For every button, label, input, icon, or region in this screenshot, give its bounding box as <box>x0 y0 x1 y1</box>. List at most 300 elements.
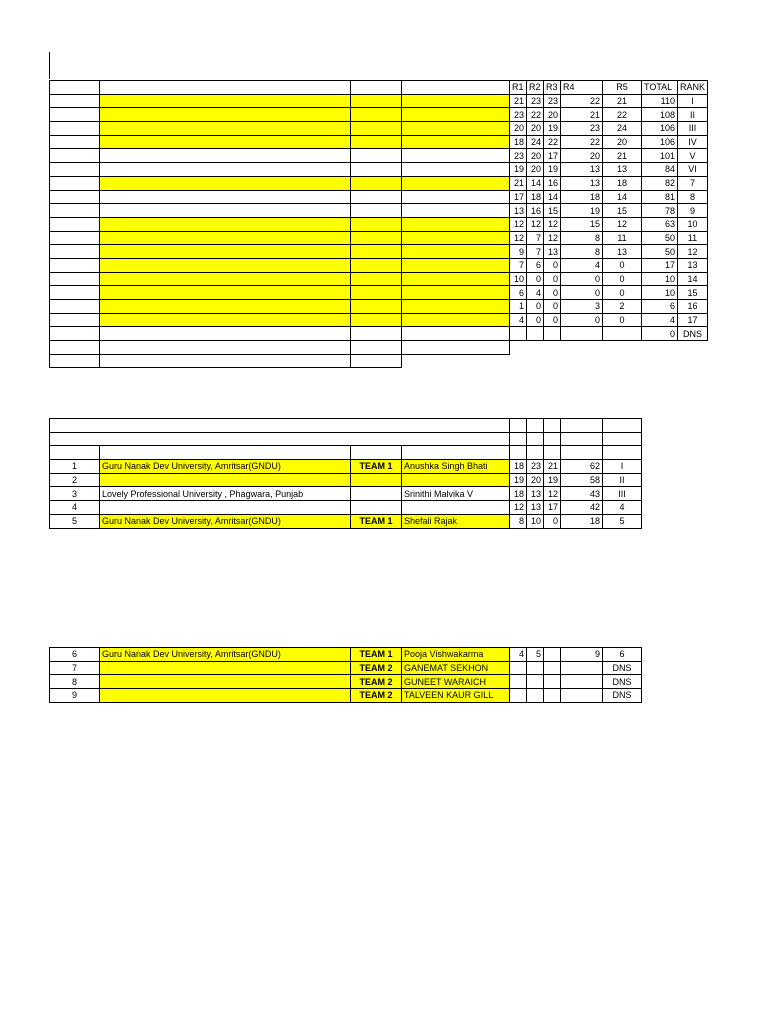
university-cell <box>100 245 351 259</box>
r1-score: 7 <box>510 258 527 272</box>
team-cell <box>351 204 402 218</box>
table-row <box>50 501 642 515</box>
university-cell <box>100 258 351 272</box>
university-cell <box>100 300 351 314</box>
r3-score: 0 <box>544 313 561 327</box>
r1-score: 12 <box>510 231 527 245</box>
r5-score: 0 <box>603 272 642 286</box>
university-cell <box>100 122 351 136</box>
results-table-other <box>49 647 642 703</box>
serial-number: 1 <box>50 460 100 474</box>
cell <box>100 354 351 368</box>
university-cell: Guru Nanak Dev University, Amritsar(GNDU) <box>100 648 351 662</box>
total-score: 81 <box>642 190 678 204</box>
university-cell <box>100 176 351 190</box>
r4-score: 20 <box>561 149 603 163</box>
table-row <box>50 163 708 177</box>
cell <box>510 432 527 446</box>
r2-score: 10 <box>527 514 544 528</box>
r3-score <box>544 689 561 703</box>
r1-score: 4 <box>510 648 527 662</box>
rank: DNS <box>603 661 642 675</box>
r5-score: 2 <box>603 300 642 314</box>
participant-cell <box>402 217 510 231</box>
table-row <box>50 648 642 662</box>
r1-score: 19 <box>510 163 527 177</box>
total-score: 101 <box>642 149 678 163</box>
participant-cell <box>402 190 510 204</box>
serial-number: 8 <box>50 675 100 689</box>
r4-score: 8 <box>561 231 603 245</box>
r3-score: 0 <box>544 514 561 528</box>
table-row <box>50 313 708 327</box>
r4-score: 18 <box>561 190 603 204</box>
team-cell: TEAM 2 <box>351 689 402 703</box>
r2-score: 20 <box>527 149 544 163</box>
cell <box>100 81 351 95</box>
header-r5: R5 <box>603 81 642 95</box>
r2-score: 13 <box>527 487 544 501</box>
university-cell <box>100 135 351 149</box>
cell <box>50 258 100 272</box>
table-row <box>50 149 708 163</box>
r3-score <box>544 327 561 341</box>
serial-number: 3 <box>50 487 100 501</box>
participant-cell <box>402 245 510 259</box>
total-score: 10 <box>642 286 678 300</box>
university-cell: Guru Nanak Dev University, Amritsar(GNDU) <box>100 460 351 474</box>
r1-score: 18 <box>510 487 527 501</box>
participant-cell <box>402 272 510 286</box>
cell <box>561 446 603 460</box>
total-score: 106 <box>642 122 678 136</box>
total-score: 10 <box>642 272 678 286</box>
participant-cell: Shefali Rajak <box>402 514 510 528</box>
r5-score: 21 <box>603 94 642 108</box>
r4-score: 21 <box>561 108 603 122</box>
table-row <box>50 675 642 689</box>
cell <box>50 419 510 433</box>
total-score: 58 <box>561 473 603 487</box>
r1-score: 6 <box>510 286 527 300</box>
table-row <box>50 122 708 136</box>
r5-score: 15 <box>603 204 642 218</box>
team-cell <box>351 286 402 300</box>
rank: I <box>603 460 642 474</box>
r1-score: 21 <box>510 94 527 108</box>
rank: II <box>603 473 642 487</box>
r2-score: 12 <box>527 217 544 231</box>
cell <box>50 122 100 136</box>
empty-row <box>50 419 642 433</box>
r1-score: 17 <box>510 190 527 204</box>
r5-score: 12 <box>603 217 642 231</box>
rank: 7 <box>678 176 708 190</box>
table-row <box>50 327 708 341</box>
r1-score: 10 <box>510 272 527 286</box>
table-row <box>50 689 642 703</box>
r1-score <box>510 689 527 703</box>
empty-row <box>50 446 642 460</box>
total-score: 6 <box>642 300 678 314</box>
participant-cell <box>402 163 510 177</box>
rank: 17 <box>678 313 708 327</box>
r1-score: 23 <box>510 149 527 163</box>
rank: 14 <box>678 272 708 286</box>
university-cell <box>100 501 351 515</box>
r1-score: 1 <box>510 300 527 314</box>
rank: 10 <box>678 217 708 231</box>
team-cell <box>351 135 402 149</box>
header-row <box>50 81 708 95</box>
participant-cell <box>402 473 510 487</box>
team-cell <box>351 231 402 245</box>
table-row <box>50 286 708 300</box>
r5-score: 11 <box>603 231 642 245</box>
rank: IV <box>678 135 708 149</box>
r2-score <box>527 327 544 341</box>
rank: DNS <box>603 675 642 689</box>
participant-cell <box>402 149 510 163</box>
r5-score: 0 <box>603 313 642 327</box>
participant-cell <box>402 501 510 515</box>
rank: 9 <box>678 204 708 218</box>
r4-score: 4 <box>561 258 603 272</box>
cell <box>50 204 100 218</box>
r2-score <box>527 689 544 703</box>
university-cell <box>100 286 351 300</box>
cell <box>527 446 544 460</box>
r3-score <box>544 661 561 675</box>
university-cell <box>100 94 351 108</box>
university-cell <box>100 272 351 286</box>
rank: 13 <box>678 258 708 272</box>
table-row <box>50 272 708 286</box>
serial-number: 2 <box>50 473 100 487</box>
r1-score: 4 <box>510 313 527 327</box>
participant-cell <box>402 122 510 136</box>
r5-score: 18 <box>603 176 642 190</box>
table-row <box>50 94 708 108</box>
r2-score: 24 <box>527 135 544 149</box>
total-score <box>561 689 603 703</box>
results-table-body <box>50 460 642 528</box>
university-cell: Lovely Professional University , Phagwara, Punjab <box>100 487 351 501</box>
cell <box>510 419 527 433</box>
cell <box>510 446 527 460</box>
cell <box>527 432 544 446</box>
team-cell <box>351 313 402 327</box>
team-cell <box>351 108 402 122</box>
university-cell <box>100 108 351 122</box>
results-table-body <box>50 648 642 703</box>
team-cell <box>351 258 402 272</box>
university-cell <box>100 689 351 703</box>
cell <box>544 432 561 446</box>
r1-score <box>510 327 527 341</box>
cell <box>50 272 100 286</box>
r3-score: 14 <box>544 190 561 204</box>
r5-score: 22 <box>603 108 642 122</box>
table-row <box>50 231 708 245</box>
r4-score: 15 <box>561 217 603 231</box>
r3-score: 22 <box>544 135 561 149</box>
cell <box>603 432 642 446</box>
total-score: 43 <box>561 487 603 501</box>
r1-score: 18 <box>510 135 527 149</box>
cell <box>50 149 100 163</box>
university-cell <box>100 231 351 245</box>
total-score: 4 <box>642 313 678 327</box>
r5-score: 24 <box>603 122 642 136</box>
participant-cell <box>402 327 510 341</box>
table-row <box>50 204 708 218</box>
r2-score: 0 <box>527 272 544 286</box>
participant-cell <box>402 176 510 190</box>
cell <box>402 341 510 355</box>
r3-score: 15 <box>544 204 561 218</box>
team-cell <box>351 122 402 136</box>
r2-score <box>527 661 544 675</box>
university-cell: Guru Nanak Dev University, Amritsar(GNDU) <box>100 514 351 528</box>
participant-cell <box>402 258 510 272</box>
total-score: 42 <box>561 501 603 515</box>
cell <box>100 341 351 355</box>
r5-score: 21 <box>603 149 642 163</box>
table-row <box>50 176 708 190</box>
r3-score: 19 <box>544 473 561 487</box>
serial-number: 6 <box>50 648 100 662</box>
rank: 15 <box>678 286 708 300</box>
r2-score: 20 <box>527 473 544 487</box>
university-cell <box>100 217 351 231</box>
table-row <box>50 661 642 675</box>
team-cell <box>351 217 402 231</box>
empty-row <box>50 341 708 355</box>
team-cell: TEAM 1 <box>351 460 402 474</box>
rank: I <box>678 94 708 108</box>
r3-score: 0 <box>544 300 561 314</box>
r5-score: 14 <box>603 190 642 204</box>
r4-score: 0 <box>561 272 603 286</box>
cell <box>100 446 351 460</box>
r1-score: 12 <box>510 501 527 515</box>
total-score: 78 <box>642 204 678 218</box>
r5-score: 0 <box>603 286 642 300</box>
university-cell <box>100 473 351 487</box>
r4-score: 8 <box>561 245 603 259</box>
table-row <box>50 245 708 259</box>
cell <box>50 245 100 259</box>
r1-score: 18 <box>510 460 527 474</box>
participant-cell <box>402 135 510 149</box>
r3-score: 21 <box>544 460 561 474</box>
results-table-body <box>50 94 708 340</box>
total-score: 110 <box>642 94 678 108</box>
r4-score: 22 <box>561 94 603 108</box>
r3-score: 23 <box>544 94 561 108</box>
participant-cell: TALVEEN KAUR GILL <box>402 689 510 703</box>
r3-score: 13 <box>544 245 561 259</box>
team-cell <box>351 176 402 190</box>
total-score: 50 <box>642 245 678 259</box>
column-border-line <box>49 52 50 79</box>
cell <box>50 135 100 149</box>
r4-score <box>561 327 603 341</box>
header-r3: R3 <box>544 81 561 95</box>
cell <box>50 313 100 327</box>
cell <box>50 176 100 190</box>
cell <box>50 81 100 95</box>
r3-score <box>544 675 561 689</box>
empty-row <box>50 354 708 368</box>
rank: 16 <box>678 300 708 314</box>
team-cell <box>351 501 402 515</box>
table-row <box>50 460 642 474</box>
cell <box>527 419 544 433</box>
r2-score: 5 <box>527 648 544 662</box>
header-r2: R2 <box>527 81 544 95</box>
r3-score: 17 <box>544 501 561 515</box>
r2-score: 22 <box>527 108 544 122</box>
r2-score: 0 <box>527 313 544 327</box>
team-cell: TEAM 1 <box>351 648 402 662</box>
team-cell: TEAM 1 <box>351 514 402 528</box>
r2-score: 16 <box>527 204 544 218</box>
cell <box>561 419 603 433</box>
university-cell <box>100 675 351 689</box>
r4-score: 0 <box>561 313 603 327</box>
r1-score: 9 <box>510 245 527 259</box>
participant-cell: Srinithi Malvika V <box>402 487 510 501</box>
r1-score: 8 <box>510 514 527 528</box>
r2-score <box>527 675 544 689</box>
r3-score: 12 <box>544 487 561 501</box>
rank: V <box>678 149 708 163</box>
r4-score: 3 <box>561 300 603 314</box>
total-score: 50 <box>642 231 678 245</box>
rank: 12 <box>678 245 708 259</box>
participant-cell <box>402 94 510 108</box>
participant-cell: Anushka Singh Bhati <box>402 460 510 474</box>
r1-score <box>510 661 527 675</box>
team-cell <box>351 487 402 501</box>
total-score: 9 <box>561 648 603 662</box>
team-cell <box>351 149 402 163</box>
rank: 11 <box>678 231 708 245</box>
cell <box>50 300 100 314</box>
total-score: 18 <box>561 514 603 528</box>
total-score: 84 <box>642 163 678 177</box>
cell <box>50 341 100 355</box>
rank: 8 <box>678 190 708 204</box>
rank: DNS <box>603 689 642 703</box>
cell <box>50 163 100 177</box>
participant-cell <box>402 286 510 300</box>
r3-score: 19 <box>544 163 561 177</box>
cell <box>603 446 642 460</box>
r3-score: 17 <box>544 149 561 163</box>
rank: III <box>603 487 642 501</box>
team-cell <box>351 272 402 286</box>
rank: III <box>678 122 708 136</box>
total-score: 0 <box>642 327 678 341</box>
serial-number: 7 <box>50 661 100 675</box>
participant-cell: GUNEET WARAICH <box>402 675 510 689</box>
empty-row <box>50 432 642 446</box>
r3-score: 12 <box>544 217 561 231</box>
participant-cell: Pooja Vishwakarma <box>402 648 510 662</box>
r5-score <box>603 327 642 341</box>
serial-number: 4 <box>50 501 100 515</box>
total-score <box>561 675 603 689</box>
r3-score: 19 <box>544 122 561 136</box>
r3-score: 12 <box>544 231 561 245</box>
team-cell <box>351 190 402 204</box>
r2-score: 0 <box>527 300 544 314</box>
r4-score: 19 <box>561 204 603 218</box>
cell <box>50 432 510 446</box>
r1-score <box>510 675 527 689</box>
r1-score: 23 <box>510 108 527 122</box>
r2-score: 20 <box>527 122 544 136</box>
r5-score: 13 <box>603 245 642 259</box>
participant-cell <box>402 231 510 245</box>
r2-score: 23 <box>527 94 544 108</box>
cell <box>50 327 100 341</box>
university-cell <box>100 661 351 675</box>
table-row <box>50 108 708 122</box>
total-score: 106 <box>642 135 678 149</box>
cell <box>50 108 100 122</box>
cell <box>544 446 561 460</box>
r2-score: 23 <box>527 460 544 474</box>
total-score <box>561 661 603 675</box>
rank: DNS <box>678 327 708 341</box>
cell <box>50 217 100 231</box>
r5-score: 0 <box>603 258 642 272</box>
total-score: 82 <box>642 176 678 190</box>
total-score: 62 <box>561 460 603 474</box>
header-rank: RANK <box>678 81 708 95</box>
r1-score: 21 <box>510 176 527 190</box>
participant-cell <box>402 204 510 218</box>
team-cell <box>351 163 402 177</box>
cell <box>50 231 100 245</box>
header-total: TOTAL <box>642 81 678 95</box>
participant-cell <box>402 300 510 314</box>
r2-score: 18 <box>527 190 544 204</box>
table-row <box>50 473 642 487</box>
r2-score: 4 <box>527 286 544 300</box>
cell <box>50 190 100 204</box>
participant-cell <box>402 108 510 122</box>
participant-cell: GANEMAT SEKHON <box>402 661 510 675</box>
r5-score: 20 <box>603 135 642 149</box>
cell <box>50 94 100 108</box>
r3-score: 0 <box>544 258 561 272</box>
r3-score: 16 <box>544 176 561 190</box>
r5-score: 13 <box>603 163 642 177</box>
university-cell <box>100 313 351 327</box>
r1-score: 12 <box>510 217 527 231</box>
r4-score: 22 <box>561 135 603 149</box>
r4-score: 13 <box>561 176 603 190</box>
header-r1: R1 <box>510 81 527 95</box>
team-cell <box>351 94 402 108</box>
cell <box>603 419 642 433</box>
university-cell <box>100 190 351 204</box>
